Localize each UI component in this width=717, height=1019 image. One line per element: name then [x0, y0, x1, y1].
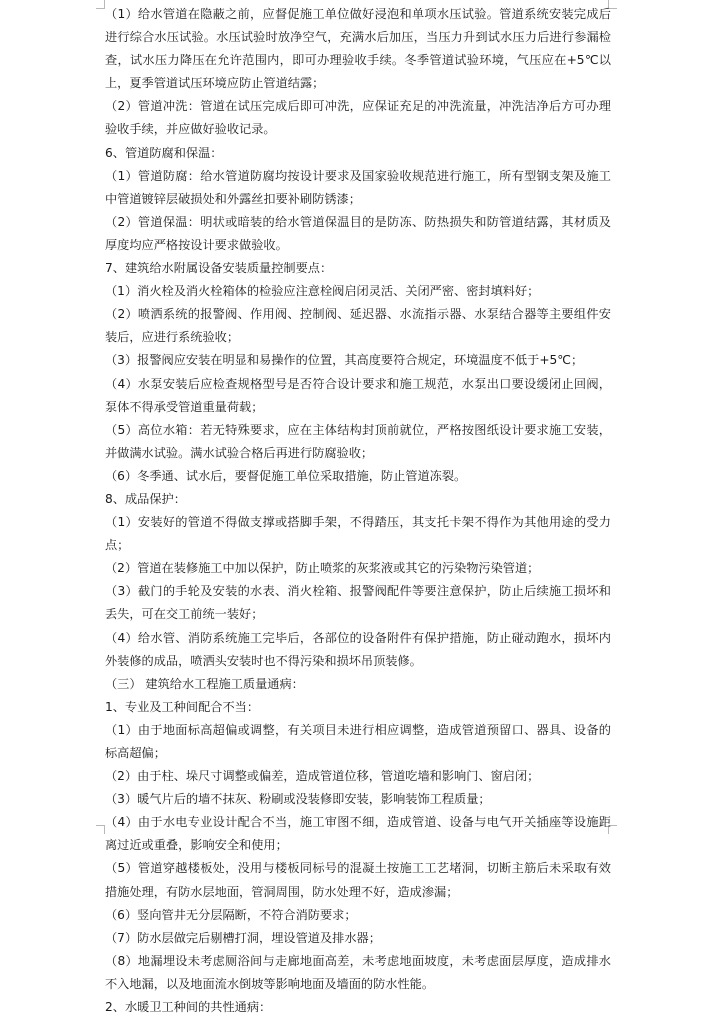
- paragraph: （2）管道冲洗：管道在试压完成后即可冲洗，应保证充足的冲洗流量，冲洗洁净后方可办理验收手续，并应做好验收记录。: [105, 99, 611, 137]
- section-heading: 7、建筑给水附属设备安装质量控制要点：: [105, 261, 333, 276]
- paragraph: （3）报警阀应安装在明显和易操作的位置，其高度要符合规定，环境温度不低于+5℃；: [105, 353, 584, 368]
- paragraph: （4）给水管、消防系统施工完毕后，各部位的设备附件有保护措施，防止碰动跑水，损坏内外装修的成品，喷洒头安装时也不得污染和损坏吊顶装修。: [105, 630, 611, 668]
- corner-mark-bottom-left: [96, 825, 105, 834]
- paragraph: （2）管道保温：明状或暗装的给水管道保温目的是防冻、防热损失和防管道结露，其材质及厚度均应严格按设计要求做验收。: [105, 214, 611, 252]
- paragraph: （1）管道防腐：给水管道防腐均按设计要求及国家验收规范进行施工，所有型钢支架及施工中管道镀锌层破损处和外露丝扣要补刷防锈漆；: [105, 168, 611, 206]
- paragraph: （2）管道在装修施工中加以保护，防止喷浆的灰浆液或其它的污染物污染管道；: [105, 561, 540, 576]
- paragraph: （3）暖气片后的墙不抹灰、粉刷或没装修即安装，影响装饰工程质量；: [105, 792, 491, 807]
- paragraph: （5）高位水箱：若无特殊要求，应在主体结构封顶前就位，严格按图纸设计要求施工安装，并做满水试验。满水试验合格后再进行防腐验收；: [105, 422, 611, 460]
- paragraph: （6）冬季通、试水后，要督促施工单位采取措施，防止管道冻裂。: [105, 468, 467, 483]
- paragraph: （4）由于水电专业设计配合不当，施工审图不细，造成管道、设备与电气开关插座等设施距离过近或重叠，影响安全和使用；: [105, 815, 611, 853]
- paragraph: （5）管道穿越楼板处，没用与楼板同标号的混凝土按施工工艺堵洞，切断主筋后未采取有效措施处理，有防水层地面，管洞周围，防水处理不好，造成渗漏；: [105, 861, 611, 899]
- paragraph: （1）由于地面标高超偏或调整，有关项目未进行相应调整，造成管道预留口、器具、设备的标高超偏；: [105, 722, 611, 760]
- paragraph: （1）消火栓及消火栓箱体的检验应注意栓阀启闭灵活、关闭严密、密封填料好；: [105, 284, 540, 299]
- paragraph: （1）给水管道在隐蔽之前，应督促施工单位做好浸泡和单项水压试验。管道系统安装完成后进行综合水压试验。水压试验时放净空气，充满水后加压，当压力升到试水压力后进行参漏检查，试水压力降压在允许范围内，即可办理验收手续。冬季管道试验环境，气压应在+5℃以上，夏季管道试压环境应防止管道结露；: [105, 7, 611, 91]
- paragraph: （2）喷洒系统的报警阀、作用阀、控制阀、延迟器、水流指示器、水泵结合器等主要组件安装后，应进行系统验收；: [105, 307, 611, 345]
- section-heading: 6、管道防腐和保温：: [105, 145, 223, 160]
- paragraph: （2）由于柱、垛尺寸调整或偏差，造成管道位移，管道吃墙和影响门、窗启闭；: [105, 769, 540, 784]
- paragraph: （8）地漏埋设未考虑厕浴间与走廊地面高差，未考虑地面坡度，未考虑面层厚度，造成排水不入地漏，以及地面流水倒坡等影响地面及墙面的防水性能。: [105, 953, 611, 991]
- section-heading: 8、成品保护：: [105, 491, 186, 506]
- paragraph: （4）水泵安装后应检查规格型号是否符合设计要求和施工规范，水泵出口要设缓闭止回阀，泵体不得承受管道重量荷载；: [105, 376, 611, 414]
- paragraph: （6）竖向管井无分层隔断，不符合消防要求；: [105, 907, 357, 922]
- section-heading: 2、水暖卫工种间的共性通病：: [105, 1000, 272, 1015]
- paragraph: （1）安装好的管道不得做支撑或搭脚手架，不得踏压，其支托卡架不得作为其他用途的受力点；: [105, 515, 611, 553]
- section-heading: （三） 建筑给水工程施工质量通病：: [105, 676, 304, 691]
- document-body: [105, 3, 611, 1019]
- paragraph: （3）截门的手轮及安装的水表、消火栓箱、报警阀配件等要注意保护，防止后续施工损坏和丢失，可在交工前统一装好；: [105, 584, 611, 622]
- section-heading: 1、专业及工种间配合不当：: [105, 699, 260, 714]
- paragraph: （7）防水层做完后剔槽打洞，埋设管道及排水器；: [105, 930, 381, 945]
- corner-mark-top-left: [96, 0, 105, 9]
